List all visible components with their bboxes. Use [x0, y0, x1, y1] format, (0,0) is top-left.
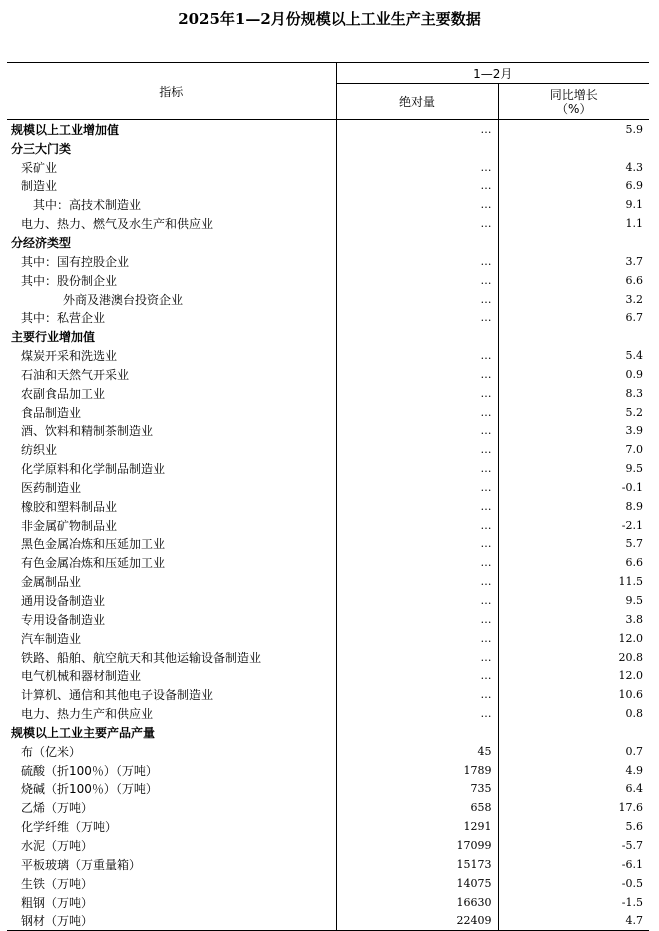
row-yoy: 9.1 [625, 198, 643, 212]
table-row [7, 440, 649, 459]
row-name: 医药制造业 [7, 478, 336, 497]
row-absolute: … [336, 516, 498, 535]
row-yoy: 1.1 [625, 217, 643, 231]
row-name: 非金属矿物制品业 [7, 516, 336, 535]
row-name: 石油和天然气开采业 [7, 365, 336, 384]
row-absolute: … [336, 459, 498, 478]
row-absolute: … [336, 553, 498, 572]
table-row [7, 516, 649, 535]
table-row [7, 403, 649, 422]
row-absolute: … [336, 572, 498, 591]
row-yoy: 20.8 [618, 650, 643, 664]
row-yoy: 17.6 [618, 801, 643, 815]
row-absolute: … [336, 214, 498, 233]
table-row [7, 365, 649, 384]
row-name: 其中：股份制企业 [7, 271, 336, 290]
row-absolute: … [336, 685, 498, 704]
table-row [7, 704, 649, 723]
row-absolute: 45 [336, 742, 498, 761]
row-absolute: 1291 [336, 817, 498, 836]
table-row [7, 855, 649, 874]
header-yoy-unit: （%） [556, 101, 592, 116]
row-name: 专用设备制造业 [7, 610, 336, 629]
row-name: 其中：高技术制造业 [7, 195, 336, 214]
row-yoy: 6.6 [625, 273, 643, 287]
row-yoy: 5.6 [625, 820, 643, 834]
row-absolute: … [336, 290, 498, 309]
table-row [7, 290, 649, 309]
row-yoy: 0.8 [625, 707, 643, 721]
row-yoy: 3.2 [625, 292, 643, 306]
table-body [7, 120, 649, 931]
row-absolute: … [336, 346, 498, 365]
table-row [7, 478, 649, 497]
row-name: 烧碱（折100％）（万吨） [7, 780, 336, 799]
table-row [7, 158, 649, 177]
row-name: 制造业 [7, 177, 336, 196]
row-yoy: 0.7 [625, 744, 643, 758]
row-absolute: 1789 [336, 761, 498, 780]
row-name: 主要行业增加值 [7, 327, 336, 346]
row-yoy: 3.8 [625, 612, 643, 626]
row-yoy: 9.5 [625, 462, 643, 476]
row-absolute: … [336, 478, 498, 497]
header-absolute: 绝对量 [336, 84, 498, 120]
row-absolute: … [336, 403, 498, 422]
row-absolute: … [336, 535, 498, 554]
row-name: 生铁（万吨） [7, 874, 336, 893]
row-yoy: -6.1 [621, 857, 643, 871]
row-name: 分三大门类 [7, 139, 336, 158]
row-absolute: … [336, 271, 498, 290]
header-yoy [498, 84, 649, 120]
row-name: 分经济类型 [7, 233, 336, 252]
row-name: 其中：国有控股企业 [7, 252, 336, 271]
table-row [7, 648, 649, 667]
data-table [7, 62, 649, 931]
row-name: 橡胶和塑料制品业 [7, 497, 336, 516]
section-row [7, 723, 649, 742]
row-absolute: … [336, 610, 498, 629]
row-name: 化学纤维（万吨） [7, 817, 336, 836]
row-yoy: -2.1 [621, 518, 643, 532]
row-yoy: 4.7 [498, 911, 649, 930]
row-name: 煤炭开采和洗选业 [7, 346, 336, 365]
row-yoy: 6.6 [625, 556, 643, 570]
row-name: 有色金属冶炼和压延加工业 [7, 553, 336, 572]
row-yoy: 5.4 [625, 349, 643, 363]
row-name: 采矿业 [7, 158, 336, 177]
row-absolute: … [336, 177, 498, 196]
table-header [7, 63, 649, 120]
row-name: 化学原料和化学制品制造业 [7, 459, 336, 478]
row-yoy: 5.9 [625, 122, 643, 136]
section-row [7, 233, 649, 252]
row-yoy: 3.7 [625, 254, 643, 268]
row-yoy: -0.5 [621, 876, 643, 890]
row-absolute: … [336, 704, 498, 723]
row-name: 纺织业 [7, 440, 336, 459]
row-name: 平板玻璃（万重量箱） [7, 855, 336, 874]
table-row [7, 214, 649, 233]
row-absolute: … [336, 422, 498, 441]
table-row [7, 553, 649, 572]
row-name: 钢材（万吨） [7, 911, 336, 930]
row-absolute [336, 327, 498, 346]
header-yoy-label: 同比增长 [549, 87, 598, 102]
row-yoy: -5.7 [621, 838, 643, 852]
row-absolute: … [336, 648, 498, 667]
row-yoy [498, 139, 649, 158]
row-absolute [336, 233, 498, 252]
section-row [7, 120, 649, 139]
row-absolute: 658 [336, 798, 498, 817]
row-absolute: 16630 [336, 893, 498, 912]
row-absolute [336, 139, 498, 158]
table-row [7, 422, 649, 441]
row-name: 水泥（万吨） [7, 836, 336, 855]
table-row [7, 629, 649, 648]
row-absolute: … [336, 497, 498, 516]
row-name: 黑色金属冶炼和压延加工业 [7, 535, 336, 554]
page-title: 2025年1—2月份规模以上工业生产主要数据 [178, 10, 481, 28]
section-row [7, 139, 649, 158]
table-row [7, 666, 649, 685]
row-name: 外商及港澳台投资企业 [7, 290, 336, 309]
row-yoy: 8.9 [625, 499, 643, 513]
row-absolute: 22409 [336, 911, 498, 930]
row-name: 硫酸（折100％）（万吨） [7, 761, 336, 780]
row-name: 铁路、船舶、航空航天和其他运输设备制造业 [7, 648, 336, 667]
row-absolute: 15173 [336, 855, 498, 874]
table-row [7, 610, 649, 629]
row-absolute: … [336, 629, 498, 648]
table-row [7, 177, 649, 196]
table-row [7, 252, 649, 271]
table-row [7, 572, 649, 591]
table-row [7, 836, 649, 855]
row-absolute: … [336, 365, 498, 384]
row-name: 规模以上工业主要产品产量 [7, 723, 336, 742]
row-yoy: 8.3 [625, 386, 643, 400]
table-row [7, 742, 649, 761]
row-yoy: 6.7 [625, 311, 643, 325]
row-yoy [498, 233, 649, 252]
row-yoy: 12.0 [618, 631, 643, 645]
table-row [7, 195, 649, 214]
row-absolute: … [336, 195, 498, 214]
row-name: 农副食品加工业 [7, 384, 336, 403]
row-yoy: 6.9 [625, 179, 643, 193]
header-period: 1—2月 [336, 63, 649, 84]
row-absolute: … [336, 120, 498, 139]
row-name: 计算机、通信和其他电子设备制造业 [7, 685, 336, 704]
row-yoy: 12.0 [618, 669, 643, 683]
row-absolute: … [336, 252, 498, 271]
row-absolute [336, 723, 498, 742]
row-name: 粗钢（万吨） [7, 893, 336, 912]
row-yoy: 6.4 [625, 782, 643, 796]
row-yoy: 9.5 [625, 594, 643, 608]
header-indicator: 指标 [7, 63, 336, 120]
table-row [7, 346, 649, 365]
row-name: 汽车制造业 [7, 629, 336, 648]
row-name: 酒、饮料和精制茶制造业 [7, 422, 336, 441]
table-row [7, 271, 649, 290]
row-yoy: 3.9 [625, 424, 643, 438]
row-name: 电气机械和器材制造业 [7, 666, 336, 685]
row-absolute: … [336, 440, 498, 459]
row-yoy: 10.6 [618, 688, 643, 702]
row-absolute: … [336, 666, 498, 685]
row-absolute: … [336, 308, 498, 327]
row-absolute: … [336, 158, 498, 177]
table-row [7, 308, 649, 327]
table-row [7, 761, 649, 780]
row-name: 通用设备制造业 [7, 591, 336, 610]
row-yoy [498, 327, 649, 346]
row-yoy: 4.3 [625, 160, 643, 174]
table-row [7, 535, 649, 554]
row-yoy: -0.1 [621, 480, 643, 494]
row-absolute: … [336, 591, 498, 610]
row-yoy: 5.2 [625, 405, 643, 419]
row-yoy: 0.9 [625, 367, 643, 381]
table-row [7, 798, 649, 817]
row-name: 食品制造业 [7, 403, 336, 422]
table-row [7, 591, 649, 610]
row-absolute: … [336, 384, 498, 403]
table-row [7, 817, 649, 836]
row-yoy: 7.0 [625, 443, 643, 457]
row-name: 金属制品业 [7, 572, 336, 591]
table-row [7, 874, 649, 893]
row-yoy: 11.5 [618, 575, 643, 589]
table-row [7, 685, 649, 704]
row-name: 乙烯（万吨） [7, 798, 336, 817]
row-yoy: -1.5 [621, 895, 643, 909]
table-row [7, 780, 649, 799]
table-row [7, 384, 649, 403]
row-name: 电力、热力生产和供应业 [7, 704, 336, 723]
table-row [7, 893, 649, 912]
table-row [7, 459, 649, 478]
row-absolute: 735 [336, 780, 498, 799]
row-yoy: 4.9 [625, 763, 643, 777]
table-row [7, 497, 649, 516]
row-yoy: 5.7 [625, 537, 643, 551]
row-name: 电力、热力、燃气及水生产和供应业 [7, 214, 336, 233]
row-name: 规模以上工业增加值 [7, 120, 336, 139]
row-name: 布（亿米） [7, 742, 336, 761]
row-absolute: 14075 [336, 874, 498, 893]
row-yoy [498, 723, 649, 742]
section-row [7, 327, 649, 346]
row-name: 其中：私营企业 [7, 308, 336, 327]
row-absolute: 17099 [336, 836, 498, 855]
